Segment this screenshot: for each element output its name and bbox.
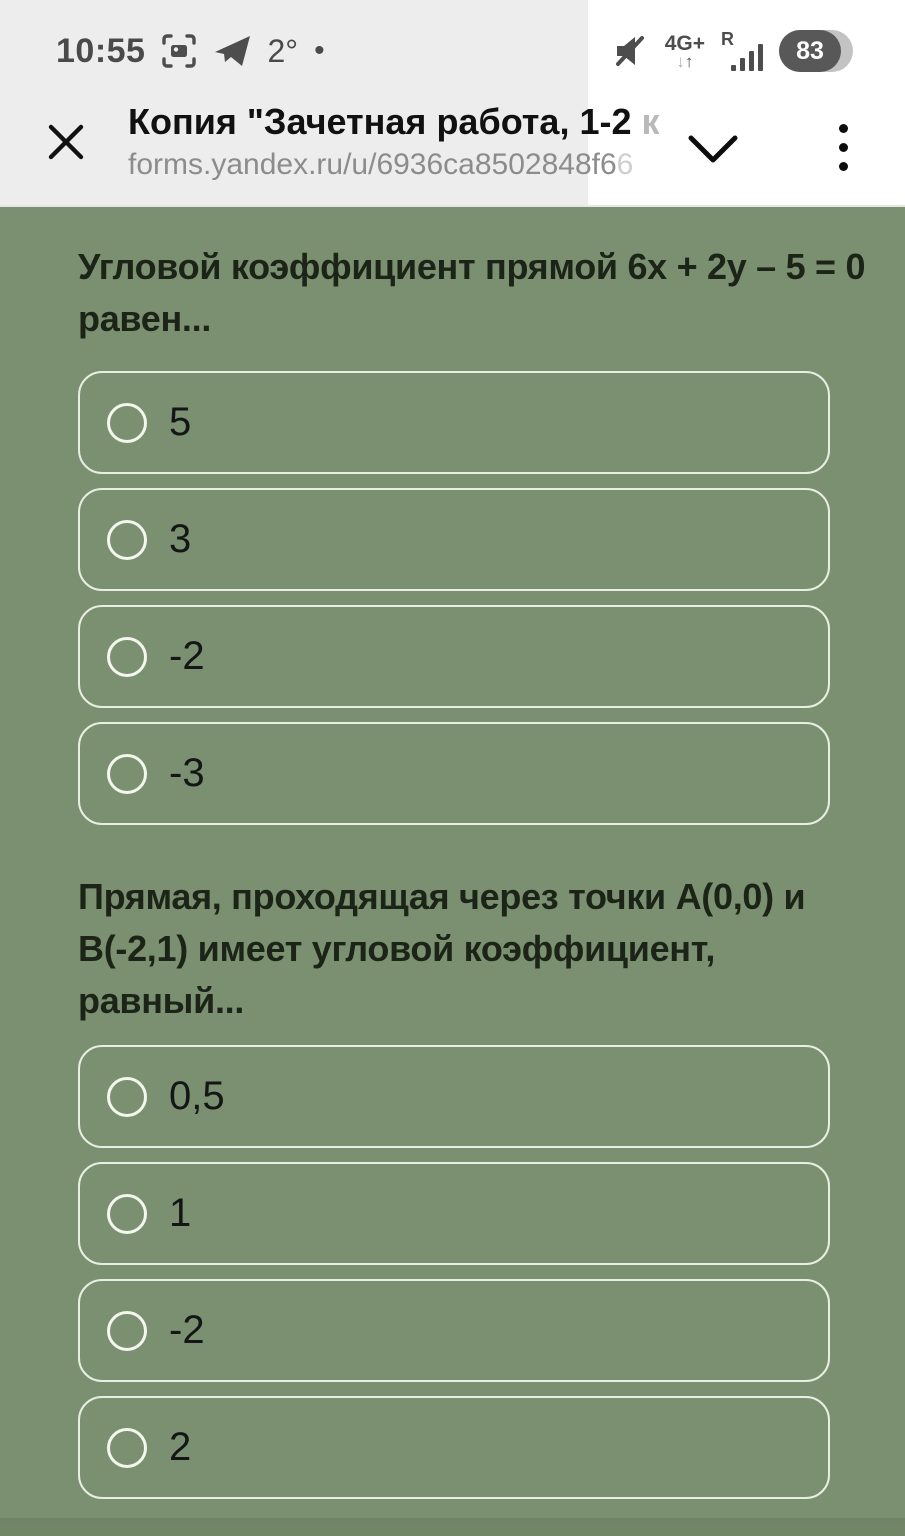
radio-button[interactable] bbox=[107, 754, 147, 794]
clock: 10:55 bbox=[56, 31, 146, 70]
network-4g-icon: 4G+ ↓↑ bbox=[664, 31, 705, 71]
close-button[interactable] bbox=[42, 118, 90, 166]
telegram-icon bbox=[213, 33, 253, 69]
signal-strength-icon: R bbox=[721, 29, 763, 73]
collapse-button[interactable] bbox=[684, 128, 742, 172]
radio-button[interactable] bbox=[107, 1428, 147, 1468]
option-card[interactable] bbox=[78, 371, 830, 474]
option-label: -3 bbox=[169, 751, 205, 795]
page-url: forms.yandex.ru/u/6936ca8502848f66 bbox=[128, 148, 634, 181]
battery-indicator bbox=[779, 30, 853, 72]
radio-button[interactable] bbox=[107, 1194, 147, 1234]
option-card[interactable] bbox=[78, 1162, 830, 1265]
battery-percent: 83 bbox=[796, 36, 824, 65]
option-card[interactable] bbox=[78, 1045, 830, 1148]
screenshot-icon bbox=[159, 31, 199, 71]
question-2-options bbox=[78, 1045, 830, 1513]
radio-button[interactable] bbox=[107, 637, 147, 677]
option-card[interactable] bbox=[78, 488, 830, 591]
option-card[interactable] bbox=[78, 722, 830, 825]
option-label: 5 bbox=[169, 400, 192, 444]
status-left bbox=[56, 31, 325, 71]
option-label: -2 bbox=[169, 634, 205, 678]
form-content bbox=[0, 207, 905, 1536]
radio-button[interactable] bbox=[107, 1077, 147, 1117]
option-card[interactable] bbox=[78, 1396, 830, 1499]
option-card[interactable] bbox=[78, 605, 830, 708]
notification-dot: • bbox=[314, 34, 325, 67]
gesture-bar-scrim bbox=[0, 1518, 905, 1536]
page-title-block bbox=[128, 100, 668, 184]
option-label: 3 bbox=[169, 517, 192, 561]
question-1-text: Угловой коэффициент прямой 6x + 2y – 5 = 0 равен... bbox=[78, 246, 866, 339]
mute-icon bbox=[609, 32, 649, 70]
temperature: 2° bbox=[267, 32, 299, 69]
menu-dot bbox=[839, 143, 848, 152]
question-2-text: Прямая, проходящая через точки A(0,0) и B(-2,1) имеет угловой коэффициент, равный... bbox=[78, 876, 806, 1021]
option-card[interactable] bbox=[78, 1279, 830, 1382]
browser-header bbox=[0, 0, 905, 207]
option-label: 2 bbox=[169, 1425, 192, 1469]
question-1-options bbox=[78, 371, 830, 839]
radio-button[interactable] bbox=[107, 520, 147, 560]
status-bar bbox=[0, 22, 905, 80]
radio-button[interactable] bbox=[107, 1311, 147, 1351]
option-label: 1 bbox=[169, 1191, 192, 1235]
menu-dot bbox=[839, 162, 848, 171]
overflow-menu-button[interactable] bbox=[826, 116, 860, 178]
menu-dot bbox=[839, 124, 848, 133]
page-title: Копия "Зачетная работа, 1-2 к bbox=[128, 101, 660, 142]
option-label: 0,5 bbox=[169, 1074, 225, 1118]
option-label: -2 bbox=[169, 1308, 205, 1352]
status-right bbox=[609, 29, 853, 73]
radio-button[interactable] bbox=[107, 403, 147, 443]
